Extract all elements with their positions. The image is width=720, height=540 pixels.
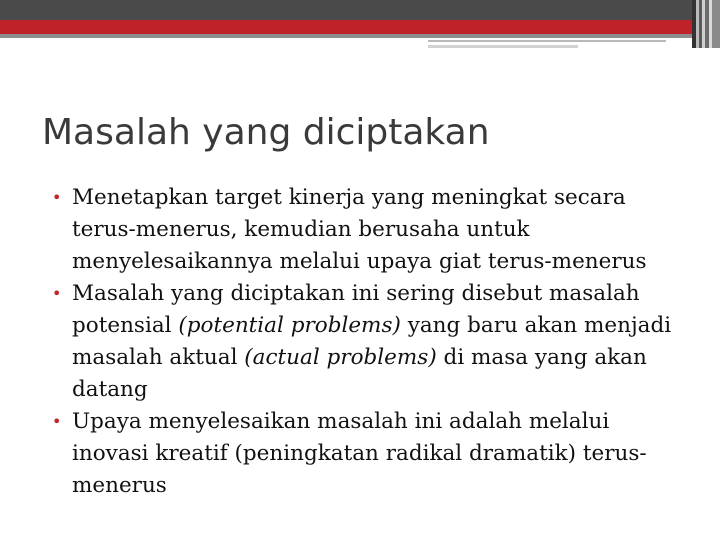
slide-title: Masalah yang diciptakan bbox=[42, 112, 490, 153]
bullet-list bbox=[52, 182, 692, 502]
bullet-text: Masalah yang diciptakan ini sering disebut masalah potensial bbox=[72, 281, 640, 338]
bullet-text: Menetapkan target kinerja yang meningkat secara terus-menerus, kemudian berusaha untuk menyelesaikannya melalui upaya giat terus-menerus bbox=[72, 185, 647, 274]
bullet-text: Upaya menyelesaikan masalah ini adalah melalui inovasi kreatif (peningkatan radikal dramatik) terus-menerus bbox=[72, 409, 647, 498]
header-rule-1 bbox=[428, 40, 666, 42]
bullet-icon: • bbox=[52, 412, 62, 431]
bullet-item-2 bbox=[52, 278, 692, 406]
bullet-text: di masa yang akan datang bbox=[72, 345, 647, 402]
header-vertical-stripes bbox=[692, 0, 720, 48]
bullet-icon: • bbox=[52, 188, 62, 207]
header-rule-2 bbox=[428, 45, 578, 48]
bullet-term-italic: (actual problems) bbox=[244, 345, 437, 370]
bullet-item-3 bbox=[52, 406, 692, 502]
bullet-item-1 bbox=[52, 182, 692, 278]
stripe bbox=[712, 0, 720, 48]
header-bar-accent bbox=[0, 20, 692, 34]
bullet-term-italic: (potential problems) bbox=[178, 313, 401, 338]
bullet-text: yang baru akan menjadi masalah aktual bbox=[72, 313, 672, 370]
header-bar-dark bbox=[0, 0, 692, 20]
bullet-icon: • bbox=[52, 284, 62, 303]
header-bar-gray bbox=[0, 34, 692, 38]
